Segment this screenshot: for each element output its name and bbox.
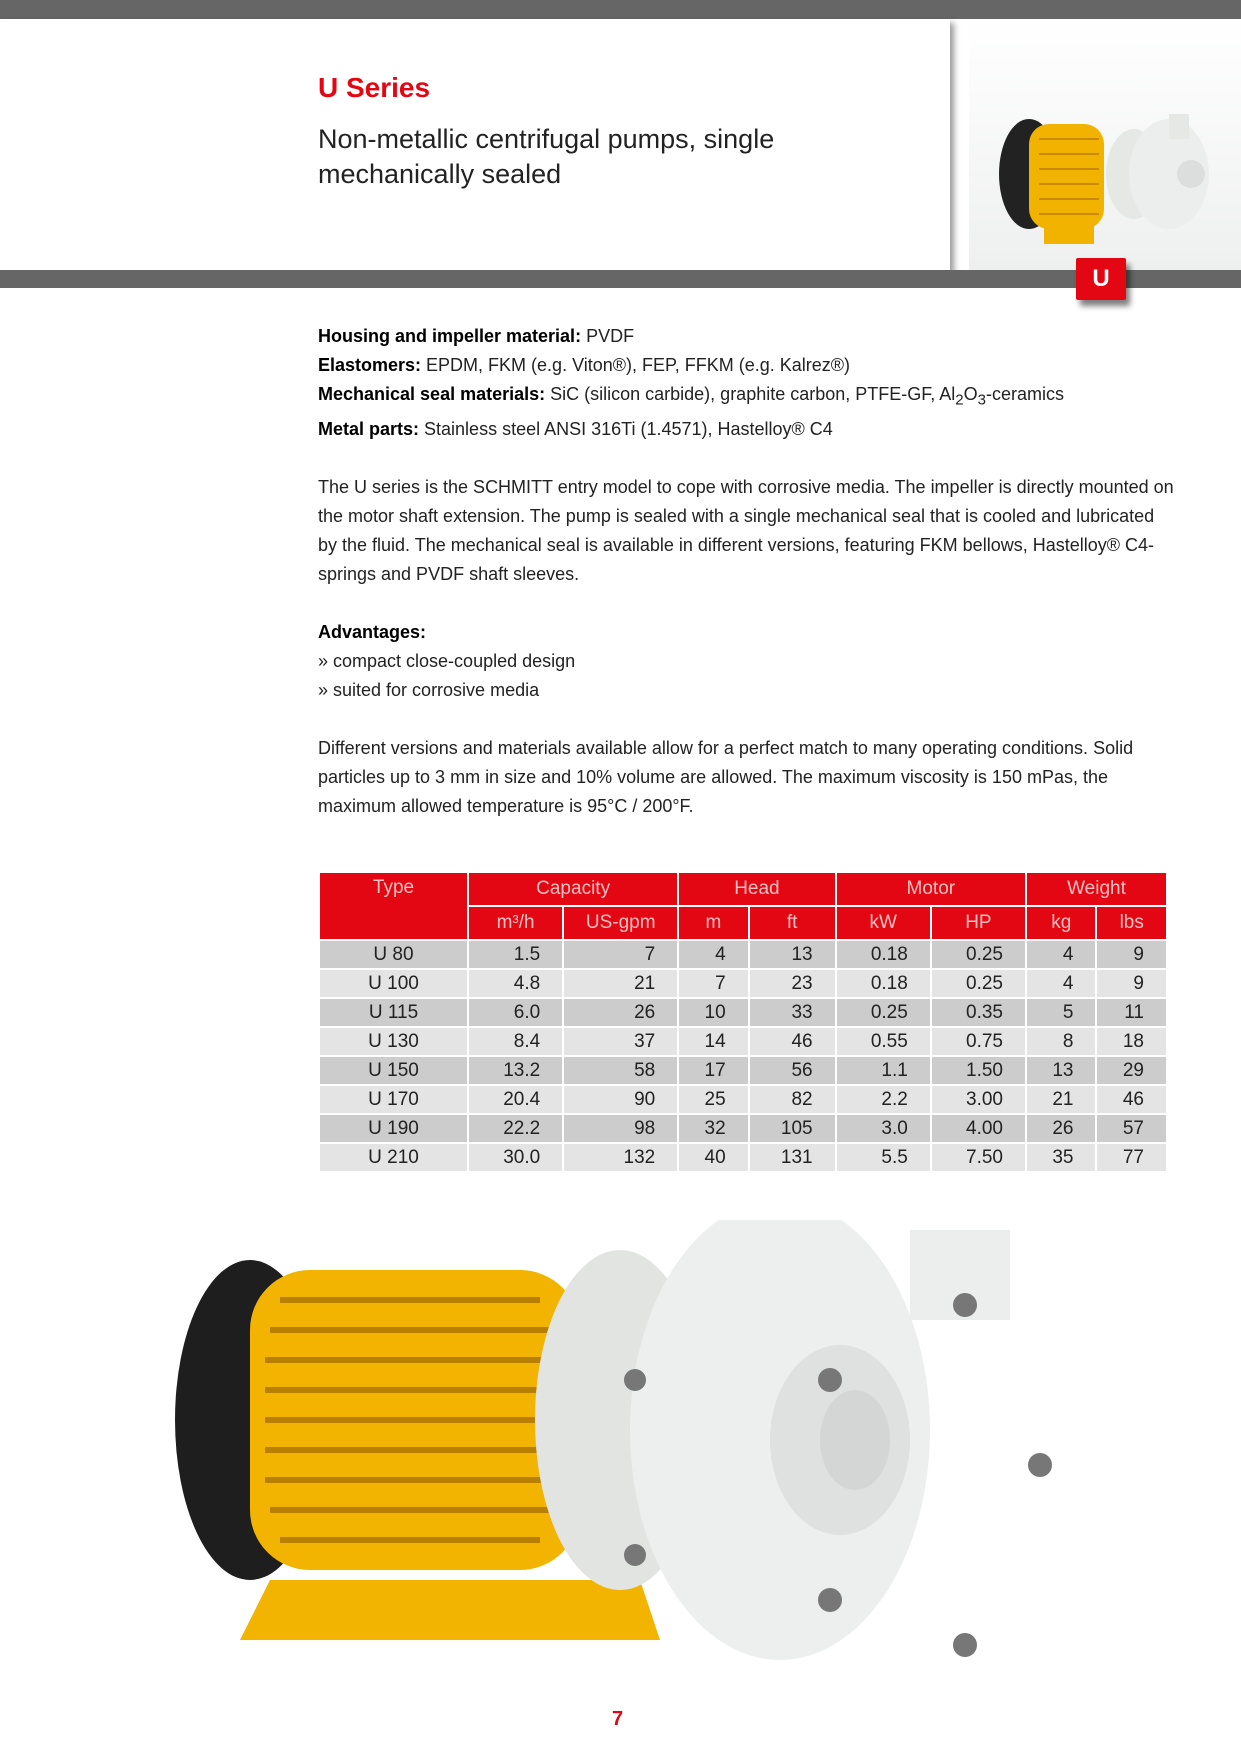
table-cell: 7 [678, 969, 748, 998]
table-cell: 35 [1026, 1143, 1096, 1172]
type-cell: U 170 [319, 1085, 468, 1114]
spec-label: Mechanical seal materials: [318, 384, 546, 404]
table-cell: 5.5 [836, 1143, 931, 1172]
spec-value: EPDM, FKM (e.g. Viton®), FEP, FFKM (e.g. Kalrez®) [421, 355, 851, 375]
table-cell: 56 [749, 1056, 836, 1085]
table-cell: 7.50 [931, 1143, 1026, 1172]
specs-table [318, 873, 1168, 1173]
col-unit: m³/h [468, 906, 563, 940]
table-cell: 10 [678, 998, 748, 1027]
col-group-weight: Weight [1026, 873, 1167, 906]
advantage-item: » compact close-coupled design [318, 650, 576, 671]
pump-thumbnail-image [969, 19, 1241, 270]
table-cell: 0.25 [931, 940, 1026, 969]
table-cell: 37 [563, 1027, 678, 1056]
page-number: 7 [612, 1708, 624, 1730]
table-cell: 1.1 [836, 1056, 931, 1085]
table-cell: 33 [749, 998, 836, 1027]
table-row [319, 969, 1167, 998]
table-cell: 0.35 [931, 998, 1026, 1027]
table-cell: 0.25 [836, 998, 931, 1027]
table-cell: 13 [749, 940, 836, 969]
table-cell: 30.0 [468, 1143, 563, 1172]
content [318, 322, 1178, 850]
table-cell: 4 [678, 940, 748, 969]
advantages [318, 618, 1178, 705]
table-row [319, 1027, 1167, 1056]
table-cell: 13.2 [468, 1056, 563, 1085]
type-cell: U 130 [319, 1027, 468, 1056]
subscript: 3 [977, 391, 986, 409]
spec-value: -ceramics [985, 384, 1064, 404]
table-cell: 58 [563, 1056, 678, 1085]
type-cell: U 80 [319, 940, 468, 969]
spec-label: Metal parts: [318, 418, 420, 439]
type-cell: U 190 [319, 1114, 468, 1143]
table-cell: 20.4 [468, 1085, 563, 1114]
table-cell: 1.5 [468, 940, 563, 969]
type-cell: U 210 [319, 1143, 468, 1172]
table-cell: 25 [678, 1085, 748, 1114]
table-cell: 17 [678, 1056, 748, 1085]
table-cell: 82 [749, 1085, 836, 1114]
table-cell: 8.4 [468, 1027, 563, 1056]
table-cell: 14 [678, 1027, 748, 1056]
table-cell: 9 [1096, 969, 1167, 998]
subscript: 2 [955, 391, 964, 409]
spec-value: PVDF [581, 326, 635, 346]
table-cell: 32 [678, 1114, 748, 1143]
table-cell: 4 [1026, 940, 1096, 969]
table-cell: 5 [1026, 998, 1096, 1027]
header-band [0, 270, 1241, 288]
col-unit: HP [931, 906, 1026, 940]
col-type: Type [319, 873, 468, 940]
table-cell: 1.50 [931, 1056, 1026, 1085]
col-unit: kg [1026, 906, 1096, 940]
page-title: U Series [318, 72, 431, 103]
table-cell: 131 [749, 1143, 836, 1172]
col-unit: m [678, 906, 748, 940]
table-cell: 4.00 [931, 1114, 1026, 1143]
col-unit: lbs [1096, 906, 1167, 940]
advantage-item: » suited for corrosive media [318, 679, 540, 700]
table-cell: 0.55 [836, 1027, 931, 1056]
col-group-motor: Motor [836, 873, 1026, 906]
table-cell: 46 [1096, 1085, 1167, 1114]
table-row [319, 1143, 1167, 1172]
col-group-capacity: Capacity [468, 873, 678, 906]
table-cell: 23 [749, 969, 836, 998]
outro-paragraph: Different versions and materials available allow for a perfect match to many operating conditions. Solid particles up to 3 mm in size and 10% volume are allowed. The maximum viscosity is 150 mPas, the maximum allowed temperature is 95°C / 200°F. [318, 737, 1134, 816]
spec-label: Elastomers: [318, 355, 422, 375]
spec-value: SiC (silicon carbide), graphite carbon, PTFE-GF, Al [545, 384, 956, 404]
table-cell: 90 [563, 1085, 678, 1114]
table-cell: 26 [1026, 1114, 1096, 1143]
type-cell: U 100 [319, 969, 468, 998]
table-row [319, 1056, 1167, 1085]
col-unit: US-gpm [563, 906, 678, 940]
table-cell: 4.8 [468, 969, 563, 998]
table-cell: 46 [749, 1027, 836, 1056]
header-thumbnail [969, 19, 1241, 270]
table-row [319, 998, 1167, 1027]
table-cell: 21 [1026, 1085, 1096, 1114]
page-subtitle: Non-metallic centrifugal pumps, single mechanically sealed [318, 124, 775, 189]
table-cell: 21 [563, 969, 678, 998]
table-cell: 6.0 [468, 998, 563, 1027]
type-cell: U 115 [319, 998, 468, 1027]
table-cell: 77 [1096, 1143, 1167, 1172]
table-cell: 0.25 [931, 969, 1026, 998]
table-cell: 13 [1026, 1056, 1096, 1085]
pump-photo [140, 1220, 1140, 1740]
specs [318, 322, 1178, 444]
table-cell: 8 [1026, 1027, 1096, 1056]
table-row [319, 1114, 1167, 1143]
table-cell: 132 [563, 1143, 678, 1172]
table-cell: 7 [563, 940, 678, 969]
series-badge: U [1076, 258, 1126, 300]
table-cell: 105 [749, 1114, 836, 1143]
col-unit: kW [836, 906, 931, 940]
table-cell: 3.00 [931, 1085, 1026, 1114]
table-cell: 98 [563, 1114, 678, 1143]
spec-label: Housing and impeller material: [318, 326, 582, 346]
spec-value: O [963, 384, 978, 404]
table-cell: 3.0 [836, 1114, 931, 1143]
spec-value: Stainless steel ANSI 316Ti (1.4571), Hastelloy® C4 [419, 418, 833, 439]
table-cell: 11 [1096, 998, 1167, 1027]
table-cell: 0.18 [836, 940, 931, 969]
table-cell: 29 [1096, 1056, 1167, 1085]
col-group-head: Head [678, 873, 835, 906]
table-cell: 0.75 [931, 1027, 1026, 1056]
table-cell: 57 [1096, 1114, 1167, 1143]
intro-paragraph: The U series is the SCHMITT entry model to cope with corrosive media. The impeller is directly mounted on the motor shaft extension. The pump is sealed with a single mechanical seal that is cooled and lubricated by the fluid. The mechanical seal is available in different versions, featuring FKM bellows, Hastelloy® C4-springs and PVDF shaft sleeves. [318, 476, 1174, 584]
table-cell: 22.2 [468, 1114, 563, 1143]
table-cell: 26 [563, 998, 678, 1027]
top-bar [0, 0, 1241, 19]
table-cell: 2.2 [836, 1085, 931, 1114]
table-row [319, 1085, 1167, 1114]
table-cell: 9 [1096, 940, 1167, 969]
table-cell: 18 [1096, 1027, 1167, 1056]
advantages-title: Advantages: [318, 621, 427, 642]
table-row [319, 940, 1167, 969]
table-cell: 4 [1026, 969, 1096, 998]
table-cell: 0.18 [836, 969, 931, 998]
type-cell: U 150 [319, 1056, 468, 1085]
col-unit: ft [749, 906, 836, 940]
table-cell: 40 [678, 1143, 748, 1172]
